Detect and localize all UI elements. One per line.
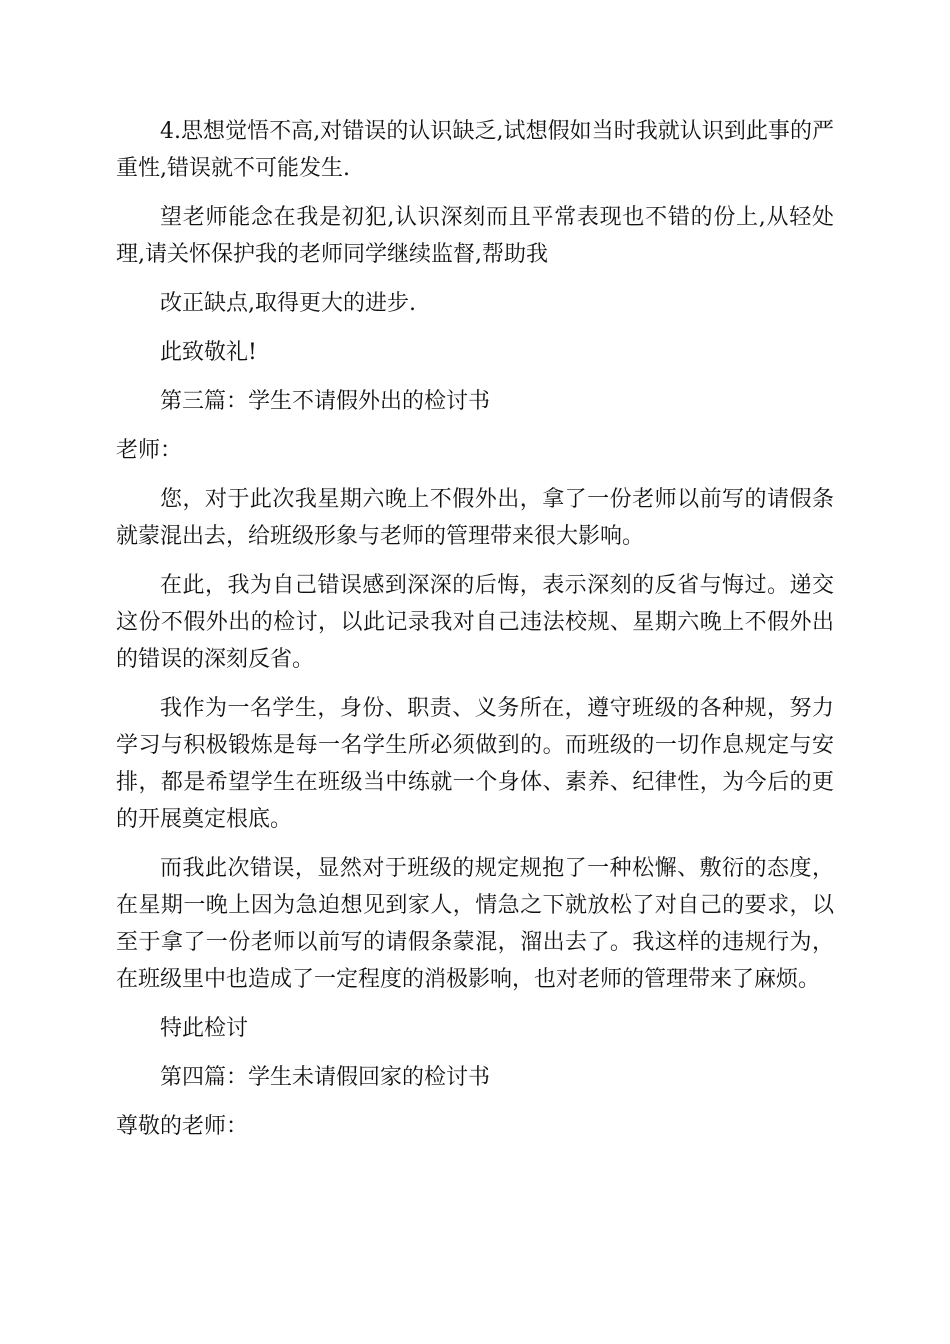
paragraph-incident: 您，对于此次我星期六晚上不假外出，拿了一份老师以前写的请假条就蒙混出去，给班级形象与老师的管理带来很大影响。 — [116, 487, 834, 549]
document-body — [116, 113, 834, 1145]
paragraph-request-continued: 改正缺点,取得更大的进步. — [160, 291, 416, 316]
paragraph-reason-4: 4.思想觉悟不高,对错误的认识缺乏,试想假如当时我就认识到此事的严重性,错误就不可能发生. — [116, 119, 834, 181]
paragraph-mistake-detail: 而我此次错误，显然对于班级的规定规抱了一种松懈、敷衍的态度，在星期一晚上因为急迫想见到家人，情急之下就放松了对自己的要求，以至于拿了一份老师以前写的请假条蒙混，溜出去了。我这样的违规行为，在班级里中也造成了一定程度的消极影响，也对老师的管理带来了麻烦。 — [116, 856, 834, 992]
section-heading-4: 第四篇：学生未请假回家的检讨书 — [160, 1065, 491, 1090]
paragraph-responsibility: 我作为一名学生，身份、职责、义务所在，遵守班级的各种规，努力学习与积极锻炼是每一名学生所必须做到的。而班级的一切作息规定与安排，都是希望学生在班级当中练就一个身体、素养、纪律性，为今后的更的开展奠定根底。 — [116, 696, 834, 832]
paragraph-request-leniency: 望老师能念在我是初犯,认识深刻而且平常表现也不错的份上,从轻处理,请关怀保护我的老师同学继续监督,帮助我 — [116, 205, 834, 267]
greeting-respected-teacher: 尊敬的老师： — [116, 1114, 249, 1139]
closing-statement: 特此检讨 — [160, 1016, 249, 1041]
paragraph-regret: 在此，我为自己错误感到深深的后悔，表示深刻的反省与悔过。递交这份不假外出的检讨，以此记录我对自己违法校规、星期六晚上不假外出的错误的深刻反省。 — [116, 573, 834, 672]
closing-salutation: 此致敬礼! — [160, 340, 257, 365]
section-heading-3: 第三篇：学生不请假外出的检讨书 — [160, 389, 491, 414]
greeting-teacher: 老师： — [116, 438, 183, 463]
